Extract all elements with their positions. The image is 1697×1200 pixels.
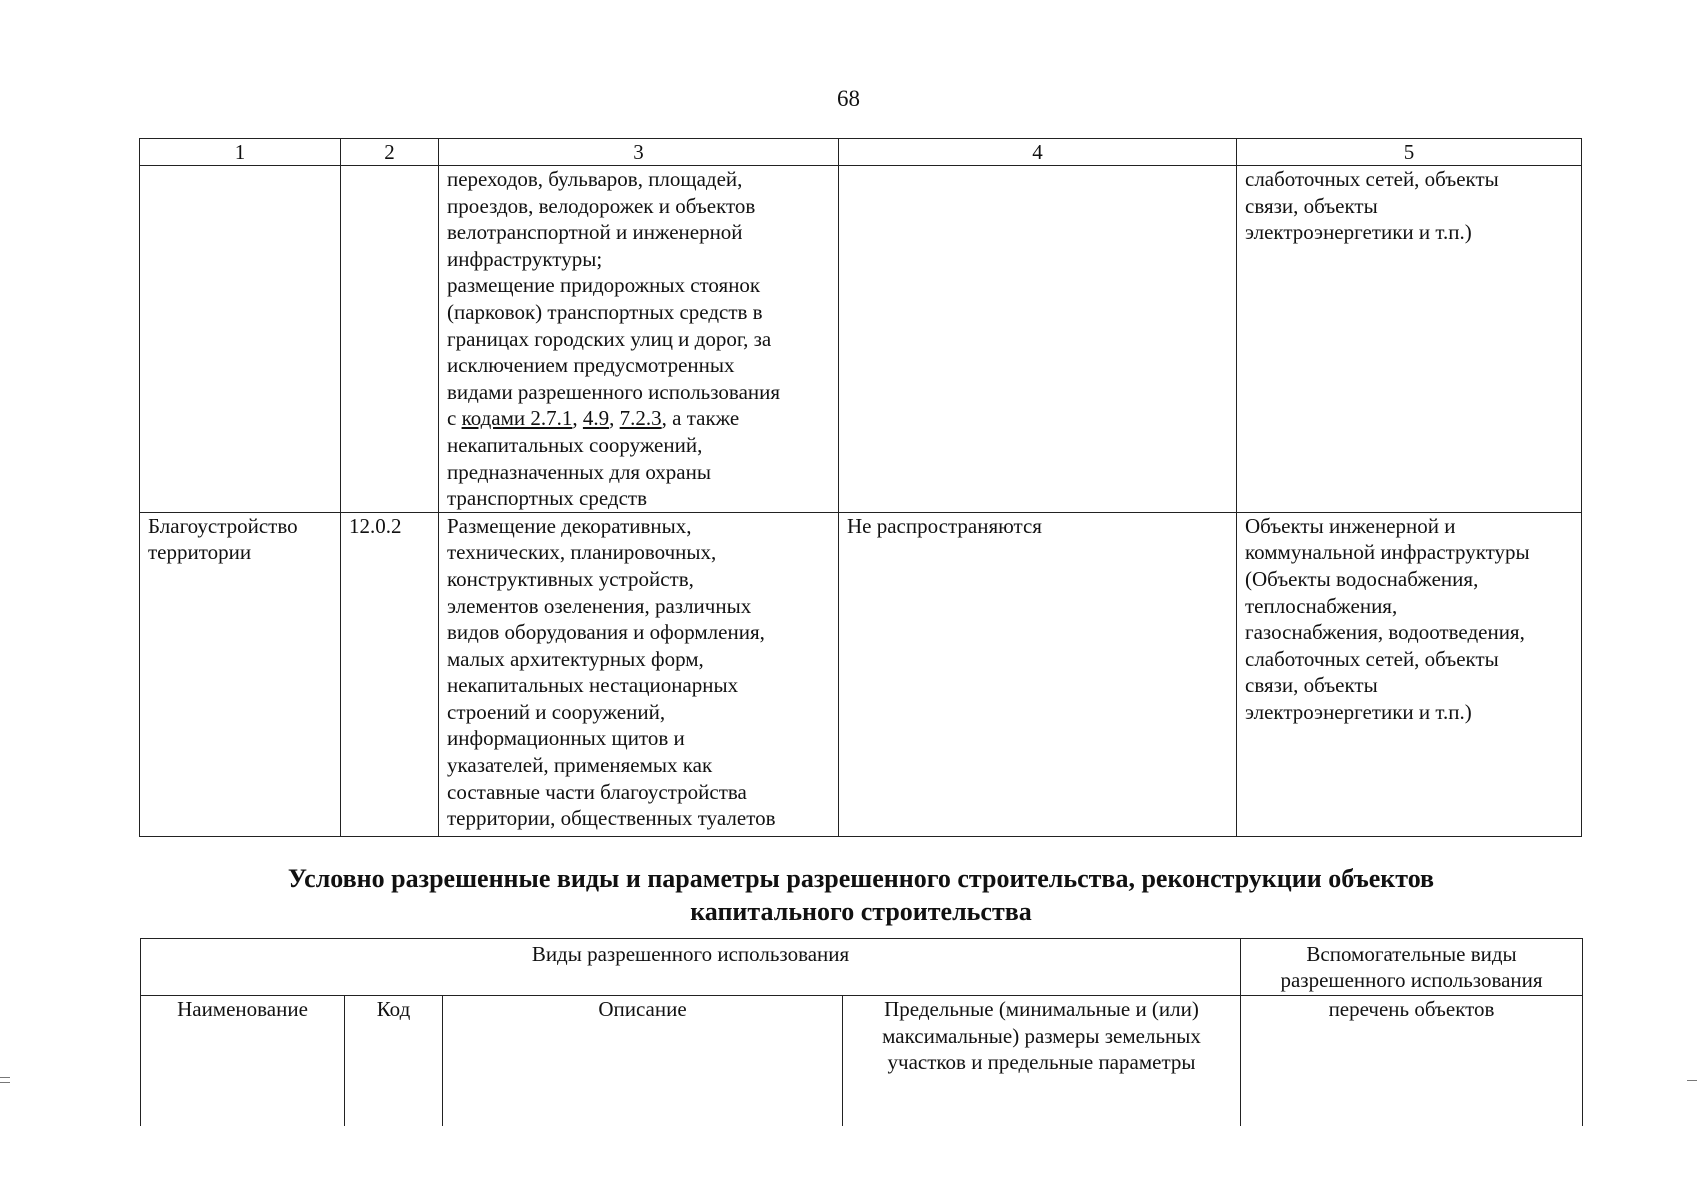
col-aux-header: перечень объектов xyxy=(1241,996,1583,1127)
margin-mark xyxy=(0,1082,10,1083)
section-title-line: Условно разрешенные виды и параметры разрешенного строительства, реконструкции объектов xyxy=(287,864,1435,893)
auxiliary-line: газоснабжения, водоотведения, xyxy=(1245,620,1525,645)
auxiliary-line: (Объекты водоснабжения, xyxy=(1245,566,1479,591)
auxiliary-line: электроэнергетики и т.п.) xyxy=(1245,220,1472,245)
column-header-row xyxy=(141,996,1583,1127)
col-name-header: Наименование xyxy=(141,996,345,1127)
auxiliary-line: слаботочных сетей, объекты xyxy=(1245,167,1499,191)
column-number: 3 xyxy=(439,139,839,166)
limits-cell xyxy=(839,166,1237,513)
group-header: Виды разрешенного использования xyxy=(141,939,1241,996)
code-link[interactable]: 7.2.3 xyxy=(619,406,662,431)
col-code-header: Код xyxy=(345,996,443,1127)
aux-header xyxy=(1241,939,1583,996)
description-line: строений и сооружений, xyxy=(447,699,666,724)
code-link[interactable]: кодами 2.7.1 xyxy=(461,406,573,431)
auxiliary-line: связи, объекты xyxy=(1245,673,1378,698)
code-cell: 12.0.2 xyxy=(341,512,439,836)
description-cell xyxy=(439,512,839,836)
description-line: границах городских улиц и дорог, за xyxy=(447,326,772,351)
margin-mark xyxy=(1687,1080,1697,1081)
aux-header-line: Вспомогательные виды xyxy=(1306,942,1517,966)
description-line: размещение придорожных стоянок xyxy=(447,273,761,298)
description-line: Размещение декоративных, xyxy=(447,513,692,538)
name-line: территории xyxy=(148,540,252,565)
codes-suffix: , а также xyxy=(661,406,740,431)
separator: , xyxy=(609,406,620,431)
auxiliary-line: Объекты инженерной и xyxy=(1245,513,1456,538)
description-line: (парковок) транспортных средств в xyxy=(447,299,763,324)
column-number: 1 xyxy=(140,139,341,166)
description-line: видами разрешенного использования xyxy=(447,379,781,404)
description-line: некапитальных сооружений, xyxy=(447,432,703,457)
description-line: информационных щитов и xyxy=(447,726,685,751)
description-line: элементов озеленения, различных xyxy=(447,593,752,618)
name-cell xyxy=(140,166,341,513)
column-number: 5 xyxy=(1237,139,1582,166)
permitted-uses-table xyxy=(139,138,1582,837)
col-description-header: Описание xyxy=(443,996,843,1127)
description-line: переходов, бульваров, площадей, xyxy=(447,167,743,191)
description-cell xyxy=(439,166,839,513)
description-line: предназначенных для охраны xyxy=(447,459,711,484)
description-line: технических, планировочных, xyxy=(447,540,717,565)
page-number: 68 xyxy=(837,86,860,111)
description-line: указателей, применяемых как xyxy=(447,753,713,778)
col-limits-header xyxy=(843,996,1241,1127)
code-cell xyxy=(341,166,439,513)
description-line: инфраструктуры; xyxy=(447,246,603,271)
description-line: конструктивных устройств, xyxy=(447,566,694,591)
description-line: видов оборудования и оформления, xyxy=(447,620,765,645)
table-row-landscaping xyxy=(140,512,1582,836)
group-header-row xyxy=(141,939,1583,996)
limits-header-line: максимальные) размеры земельных xyxy=(882,1023,1201,1048)
conditional-uses-table xyxy=(140,938,1583,1126)
limits-cell: Не распространяются xyxy=(839,512,1237,836)
description-line: исключением предусмотренных xyxy=(447,353,735,378)
auxiliary-cell xyxy=(1237,512,1582,836)
aux-header-line: разрешенного использования xyxy=(1280,968,1543,992)
limits-header-line: Предельные (минимальные и (или) xyxy=(884,997,1199,1021)
description-line: некапитальных нестационарных xyxy=(447,673,739,698)
auxiliary-cell xyxy=(1237,166,1582,513)
section-title-line: капитального строительства xyxy=(690,897,1032,926)
name-line: Благоустройство xyxy=(148,513,298,538)
column-number: 2 xyxy=(341,139,439,166)
table-row-continuation xyxy=(140,166,1582,513)
auxiliary-line: электроэнергетики и т.п.) xyxy=(1245,699,1472,724)
auxiliary-line: слаботочных сетей, объекты xyxy=(1245,646,1499,671)
name-cell xyxy=(140,512,341,836)
limits-header-line: участков и предельные параметры xyxy=(887,1050,1196,1075)
description-line: проездов, велодорожек и объектов xyxy=(447,193,756,218)
section-title xyxy=(140,862,1582,928)
auxiliary-line: связи, объекты xyxy=(1245,193,1378,218)
description-line: территории, общественных туалетов xyxy=(447,806,776,831)
description-line: велотранспортной и инженерной xyxy=(447,220,743,245)
auxiliary-line: теплоснабжения, xyxy=(1245,593,1398,618)
margin-mark xyxy=(0,1077,10,1078)
codes-line xyxy=(447,405,830,432)
description-line: составные части благоустройства xyxy=(447,779,747,804)
column-number: 4 xyxy=(839,139,1237,166)
code-link[interactable]: 4.9 xyxy=(582,406,610,431)
description-line: транспортных средств xyxy=(447,486,648,511)
auxiliary-line: коммунальной инфраструктуры xyxy=(1245,540,1530,565)
separator: , xyxy=(572,406,583,431)
codes-prefix: с xyxy=(447,406,462,431)
description-line: малых архитектурных форм, xyxy=(447,646,704,671)
column-number-row xyxy=(140,139,1582,166)
